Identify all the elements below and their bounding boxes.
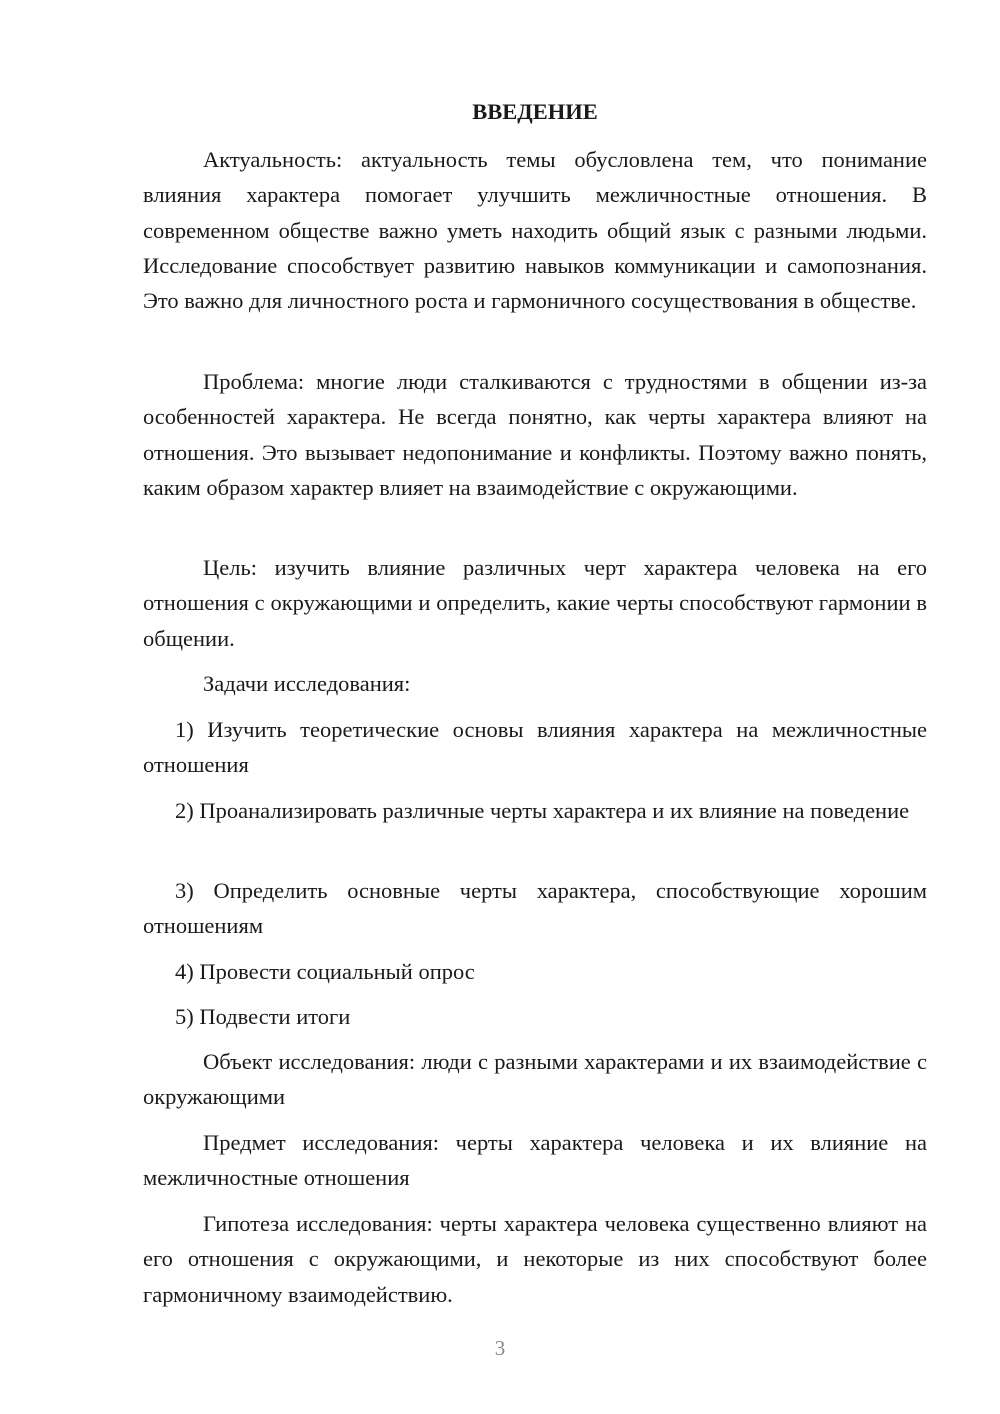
problem-paragraph: Проблема: многие люди сталкиваются с трудностями в общении из-за особенностей характера. Не всегда понятно, как черты характера влияют на отношения. Это вызывает недопонимание и конфликты. Поэтому важно понять, каким образом характер влияет на взаимодействие с окружающими. — [143, 369, 927, 500]
subject-paragraph: Предмет исследования: черты характера человека и их влияние на межличностные отношения — [143, 1130, 927, 1191]
task-list-item: 2) Проанализировать различные черты характера и их влияние на поведение — [175, 798, 910, 823]
page-number: 3 — [494, 1336, 506, 1360]
relevance-paragraph: Актуальность: актуальность темы обусловлена тем, что понимание влияния характера помогает улучшить межличностные отношения. В современном обществе важно уметь находить общий язык с разными людьми. Исследование способствует развитию навыков коммуникации и самопознания. Это важно для личностного роста и гармоничного сосуществования в обществе. — [143, 147, 927, 314]
hypothesis-paragraph: Гипотеза исследования: черты характера человека существенно влияют на его отношения с окружающими, и некоторые из них способствуют более гармоничному взаимодействию. — [143, 1211, 927, 1307]
task-list-item: 5) Подвести итоги — [175, 1004, 351, 1029]
section-heading: ВВЕДЕНИЕ — [472, 99, 598, 124]
tasks-label: Задачи исследования: — [203, 671, 411, 696]
object-paragraph: Объект исследования: люди с разными характерами и их взаимодействие с окружающими — [143, 1049, 927, 1110]
goal-paragraph: Цель: изучить влияние различных черт характера человека на его отношения с окружающими и определить, какие черты способствуют гармонии в общении. — [143, 555, 927, 651]
task-list-item: 4) Провести социальный опрос — [175, 959, 475, 984]
task-list-item: 1) Изучить теоретические основы влияния характера на межличностные отношения — [143, 717, 927, 778]
task-list-item: 3) Определить основные черты характера, способствующие хорошим отношениям — [143, 878, 927, 939]
